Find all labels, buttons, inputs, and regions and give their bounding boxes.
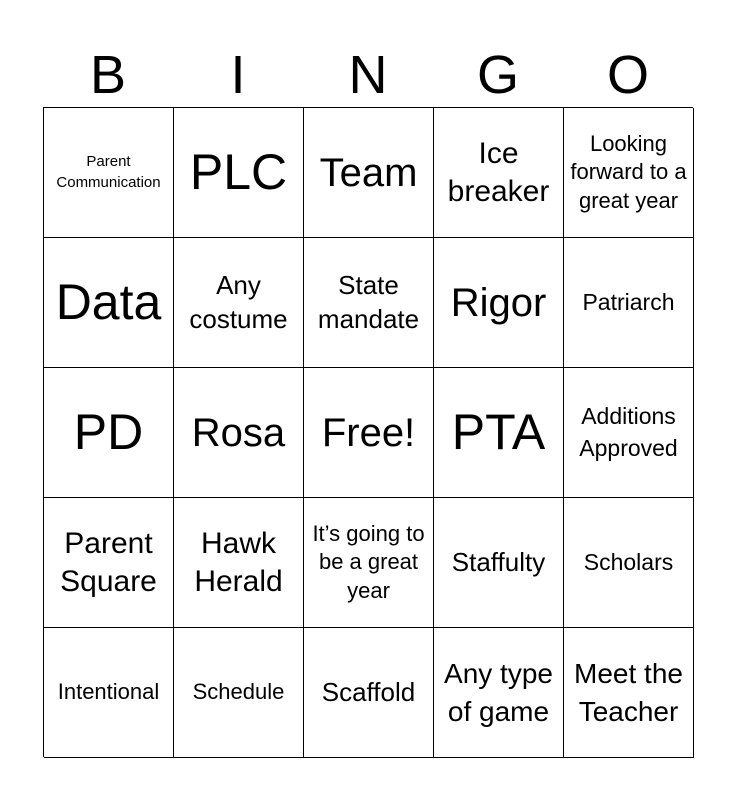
bingo-cell[interactable] [434,498,564,628]
bingo-cell[interactable] [44,238,174,368]
bingo-cell[interactable] [434,628,564,758]
bingo-cell[interactable] [304,498,434,628]
cell-label: PTA [451,404,546,460]
cell-label: Looking forward to a great year [570,130,687,213]
bingo-cell[interactable] [304,628,434,758]
bingo-cell[interactable] [174,238,304,368]
header-letter-o: O [606,45,649,105]
header-letter-b: B [89,45,127,105]
bingo-cell[interactable] [44,498,174,628]
cell-label: Scaffold [321,676,416,707]
cell-label: Parent Square [60,527,157,598]
cell-label: State mandate [317,269,420,334]
cell-label: Parent Communication [56,153,161,191]
cell-label: It’s going to be a great year [312,520,425,603]
bingo-cell[interactable] [174,498,304,628]
bingo-cell[interactable] [564,238,694,368]
bingo-cell[interactable] [44,108,174,238]
cell-label: Hawk Herald [194,527,283,598]
cell-label: Team [319,150,418,195]
bingo-cell[interactable] [434,238,564,368]
header-letter-i: I [230,45,246,105]
bingo-cell[interactable] [174,368,304,498]
cell-label: Schedule [192,679,285,705]
bingo-board [43,107,693,757]
cell-label: Rosa [191,410,286,455]
bingo-cell[interactable] [174,628,304,758]
bingo-cell[interactable] [304,108,434,238]
bingo-cell[interactable] [564,498,694,628]
cell-label: Intentional [57,679,160,705]
bingo-cell[interactable] [564,628,694,758]
bingo-cell[interactable] [434,368,564,498]
bingo-cell[interactable] [44,628,174,758]
bingo-cell[interactable] [564,368,694,498]
header-letter-n: N [348,45,388,105]
cell-label: PLC [189,144,288,200]
cell-label: Any costume [189,269,288,334]
cell-label: Staffulty [451,546,546,577]
cell-label: Meet the Teacher [574,657,683,727]
cell-label: Ice breaker [447,137,550,208]
free-space-cell[interactable] [304,368,434,498]
cell-label: Rigor [450,280,547,325]
cell-label: PD [73,404,144,460]
bingo-cell[interactable] [564,108,694,238]
bingo-cell[interactable] [304,238,434,368]
bingo-cell[interactable] [174,108,304,238]
cell-label: Data [55,274,162,330]
bingo-cell[interactable] [44,368,174,498]
bingo-header [43,44,693,106]
cell-label: Any type of game [444,657,553,727]
cell-label: Additions Approved [579,403,678,461]
header-letter-g: G [476,45,519,105]
cell-label: Free! [321,410,416,455]
bingo-cell[interactable] [434,108,564,238]
cell-label: Patriarch [582,288,675,315]
cell-label: Scholars [583,548,674,575]
